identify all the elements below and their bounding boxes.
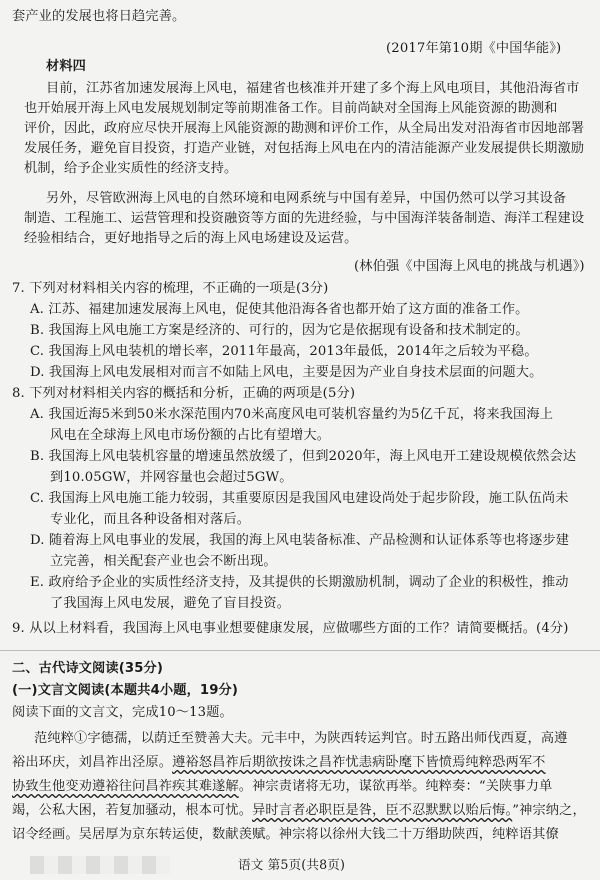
- question-7-option: B. 我国海上风电施工方案是经济的、可行的，因为它是依据现有设备和技术制定的。: [30, 323, 529, 338]
- section-2-subtitle: (一)文言文阅读(本题共4小题，19分): [12, 683, 239, 698]
- question-7-option: D. 我国海上风电发展相对而言不如陆上风电，主要是因为产业自身技术层面的问题大。: [30, 365, 543, 380]
- question-8-option-cont: 风电在全球海上风电市场份额的占比有望增大。: [50, 428, 331, 443]
- blurred-region: [30, 856, 170, 874]
- question-9-stem: 9. 从以上材料看，我国海上风电事业想要健康发展，应做哪些方面的工作？请简要概括。(4分): [12, 621, 569, 636]
- source-citation-4: (林伯强《中国海上风电的挑战与机遇》): [354, 259, 585, 274]
- question-8-option: A. 我国近海5米到50米水深范围内70米高度风电可装机容量约为5亿千瓦，将来我国海上: [30, 407, 554, 422]
- source-citation-3: (2017年第10期《中国华能》): [386, 41, 562, 56]
- underlined-sentence: 协致生他变劝遵裕往问昌祚疾其难遂解: [12, 779, 239, 794]
- question-8-option-cont: 立完善，相关配套产业也会不断出现。: [50, 554, 277, 569]
- material4-line: 经验相结合，更好地指导之后的海上风电场建设及运营。: [24, 231, 358, 246]
- classical-text-line: [12, 754, 546, 772]
- question-8-option-cont: 专业化，而且各种设备相对落后。: [50, 512, 251, 527]
- underlined-sentence: 异时言者必职臣是咎，臣不忍默默以贻后悔。: [252, 803, 513, 818]
- classical-text-segment: 。神宗责诸将无功，谋欲再举。纯粹奏：“关陕事力单: [238, 779, 553, 794]
- question-8-option: E. 政府给予企业的实质性经济支持，及其提供的长期激励机制，调动了企业的积极性，推动: [30, 575, 569, 590]
- question-8-option: D. 随着海上风电事业的发展，我国的海上风电装备标准、产品检测和认证体系等也将逐步建: [30, 533, 570, 548]
- material4-line: 发展任务，避免盲目投资，打造产业链，对包括海上风电在内的清洁能源产业发展提供长期激励: [24, 141, 585, 156]
- question-8-option-cont: 到10.05GW，并网容量也会超过5GW。: [50, 470, 293, 485]
- classical-text-line: [12, 802, 586, 820]
- section-2-instruction: 阅读下面的文言文，完成10～13题。: [12, 705, 233, 720]
- classical-text-segment: 竭，公私大困，若复加骚动，根本可忧。: [12, 803, 253, 818]
- material4-line: 也开始展开海上风电发展规划制定等前期准备工作。目前尚缺对全国海上风能资源的勘测和: [24, 101, 558, 116]
- material4-line: 另外，尽管欧洲海上风电的自然环境和电网系统与中国有差异，中国仍然可以学习其设备: [46, 191, 567, 206]
- question-8-stem: 8. 下列对材料相关内容的概括和分析，正确的两项是(5分): [12, 386, 356, 401]
- material4-line: 机制，给予企业实质性的经济支持。: [24, 161, 238, 176]
- question-8-option: C. 我国海上风电施工能力较弱，其重要原因是我国风电建设尚处于起步阶段，施工队伍尚未: [30, 491, 569, 506]
- underlined-sentence: 遵裕怒昌祚后期欲按诛之昌祚忧恚病卧麾下皆愤焉纯粹恐两军不: [172, 755, 546, 770]
- divider-line: [0, 650, 600, 651]
- question-7-option: C. 我国海上风电装机的增长率，2011年最高，2013年最低，2014年之后较为平稳。: [30, 344, 538, 359]
- material4-title: 材料四: [46, 59, 87, 74]
- question-8-option-cont: 了我国海上风电发展，避免了盲目投资。: [50, 596, 291, 611]
- material4-line: 目前，江苏省加速发展海上风电，福建省也核准并开建了多个海上风电项目，其他沿海省市: [46, 81, 580, 96]
- classical-text-segment: 裕出环庆，刘昌祚出泾原。: [12, 755, 173, 770]
- page-footer: 语文 第5页(共8页): [238, 857, 346, 872]
- classical-text-line: 诏令经画。吴居厚为京东转运使，数献羡赋。神宗将以徐州大钱二十万缗助陕西，纯粹语其僚: [12, 827, 559, 842]
- question-7-stem: 7. 下列对材料相关内容的梳理，不正确的一项是(3分): [12, 281, 329, 296]
- classical-text-line: [12, 778, 552, 796]
- text-fragment-top: 套产业的发展也将日趋完善。: [12, 9, 186, 24]
- material4-line: 制造、工程施工、运营管理和投资融资等方面的先进经验，与中国海洋装备制造、海洋工程建设: [24, 211, 585, 226]
- classical-text-line: 范纯粹①字德孺，以荫迁至赞善大夫。元丰中，为陕西转运判官。时五路出师伐西夏，高遵: [34, 731, 568, 746]
- material4-line: 评价，因此，政府应尽快开展海上风能资源的勘测和评价工作，从全局出发对沿海省市因地部署: [24, 121, 585, 136]
- question-8-option: B. 我国海上风电装机容量的增速虽然放缓了，但到2020年，海上风电开工建设规模依然会达: [30, 449, 577, 464]
- classical-text-segment: ”神宗纳之，: [512, 803, 586, 818]
- section-2-title: 二、古代诗文阅读(35分): [12, 661, 164, 676]
- question-7-option: A. 江苏、福建加速发展海上风电，促使其他沿海各省也都开始了这方面的准备工作。: [30, 302, 529, 317]
